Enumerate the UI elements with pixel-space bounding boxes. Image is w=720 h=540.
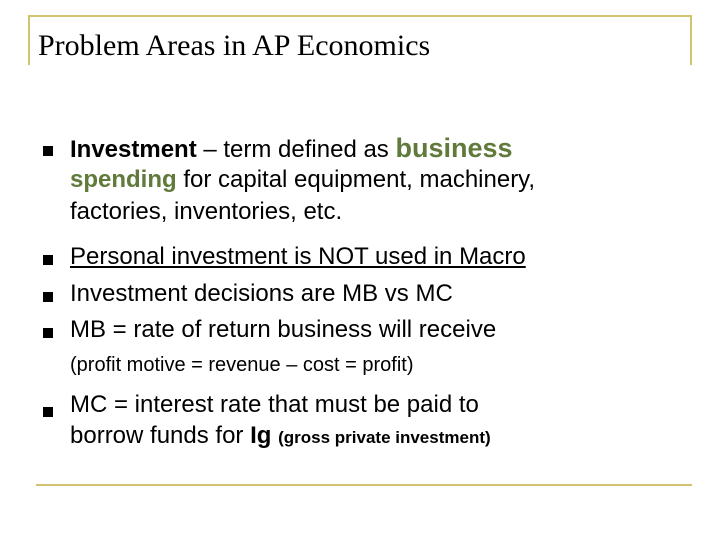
- investment-definition-text: – term defined as: [196, 136, 396, 163]
- bullet-marker: [43, 292, 53, 302]
- slide-frame-right-line: [690, 15, 692, 65]
- bullet-investment-line-2: [70, 165, 690, 194]
- ig-term: Ig: [250, 422, 272, 449]
- bullet-mc-line-1: MC = interest rate that must be paid to: [70, 391, 479, 418]
- slide-frame-top-line: [28, 15, 692, 17]
- borrow-funds-text: borrow funds for: [70, 422, 251, 449]
- bullet-mb-definition: MB = rate of return business will receive: [70, 316, 497, 343]
- bullet-mc-line-2: [70, 421, 690, 452]
- slide-frame-bottom-line: [36, 484, 692, 486]
- bullet-marker: [43, 407, 53, 417]
- investment-term: Investment: [70, 136, 197, 163]
- bullet-marker: [43, 255, 53, 265]
- slide-title: Problem Areas in AP Economics: [38, 29, 431, 62]
- gross-private-investment-note: (gross private investment): [278, 428, 491, 447]
- bullet-marker: [43, 328, 53, 338]
- bullet-investment-decisions: Investment decisions are MB vs MC: [70, 280, 453, 307]
- business-highlight: business: [395, 133, 513, 163]
- profit-motive-note: (profit motive = revenue – cost = profit): [70, 354, 414, 376]
- bullet-investment-line-3: factories, inventories, etc.: [70, 198, 343, 225]
- bullet-investment-line-1: [70, 134, 690, 164]
- slide-frame-left-line: [28, 15, 30, 65]
- spending-highlight: spending: [70, 166, 177, 193]
- bullet-personal-investment: Personal investment is NOT used in Macro: [70, 243, 526, 270]
- capital-equipment-text: for capital equipment, machinery,: [176, 166, 536, 193]
- bullet-marker: [43, 146, 53, 156]
